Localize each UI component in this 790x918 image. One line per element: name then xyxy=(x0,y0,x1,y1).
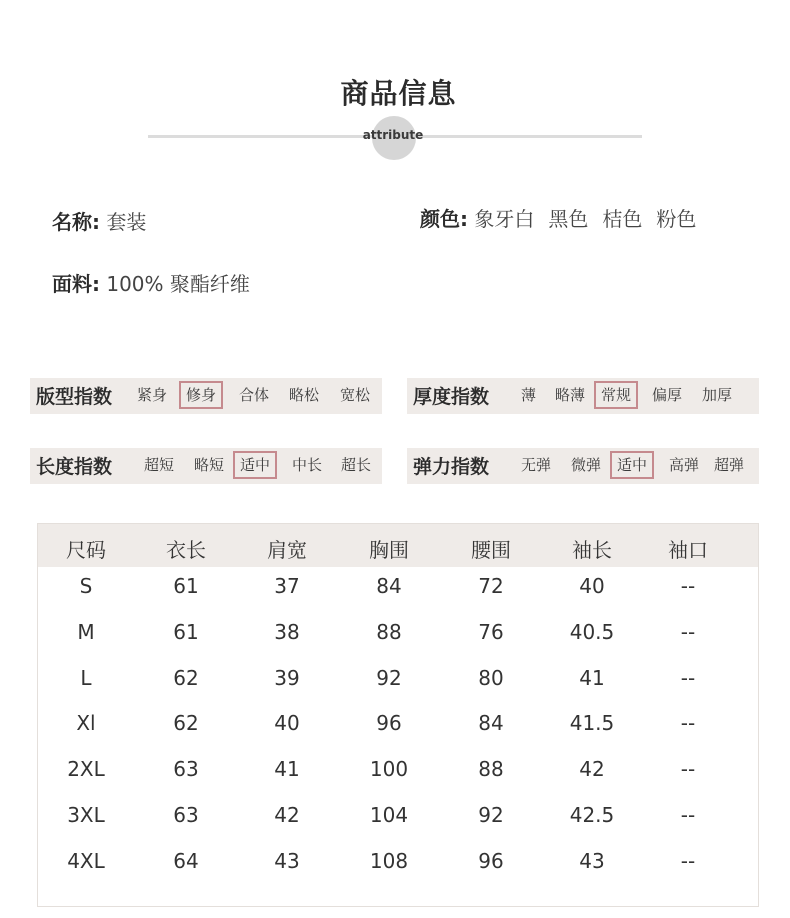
cell-sleeve: 42.5 xyxy=(569,803,615,827)
thickness-index-bar xyxy=(407,378,759,414)
cell-waist: 88 xyxy=(478,757,504,782)
fabric-key: 面料: xyxy=(52,272,100,296)
cell-shoulder: 37 xyxy=(274,574,300,598)
header-size: 尺码 xyxy=(66,538,106,562)
fit-option: 合体 xyxy=(239,386,270,404)
cell-cuff: -- xyxy=(680,757,696,782)
cell-waist: 84 xyxy=(478,711,504,736)
cell-shoulder: 41 xyxy=(274,757,300,782)
cell-waist: 80 xyxy=(478,665,504,690)
color-option: 粉色 xyxy=(656,207,697,231)
cell-length: 62 xyxy=(173,711,199,736)
product-fabric xyxy=(52,268,250,297)
color-key: 颜色: xyxy=(420,207,468,231)
length-index-label: 长度指数 xyxy=(36,456,113,478)
name-value: 套装 xyxy=(106,210,147,234)
elasticity-index-label: 弹力指数 xyxy=(413,456,490,478)
cell-sleeve: 43 xyxy=(579,848,605,873)
header-length: 衣长 xyxy=(166,538,206,562)
cell-shoulder: 43 xyxy=(274,848,300,873)
cell-chest: 88 xyxy=(376,619,402,644)
cell-size: 2XL xyxy=(67,757,105,782)
cell-cuff: -- xyxy=(680,803,696,827)
fit-index-label: 版型指数 xyxy=(36,386,113,408)
color-option: 桔色 xyxy=(602,207,643,231)
cell-sleeve: 41.5 xyxy=(569,711,615,736)
product-colors xyxy=(420,203,710,232)
cell-sleeve: 41 xyxy=(579,665,605,690)
elasticity-option-selected: 适中 xyxy=(612,453,652,477)
header-shoulder: 肩宽 xyxy=(267,538,307,562)
cell-size: S xyxy=(79,574,93,598)
length-option: 略短 xyxy=(194,456,225,474)
length-index-bar xyxy=(30,448,382,484)
cell-waist: 92 xyxy=(478,803,504,827)
cell-chest: 92 xyxy=(376,665,402,690)
cell-chest: 108 xyxy=(369,848,409,873)
elasticity-option: 微弹 xyxy=(571,456,602,474)
cell-waist: 72 xyxy=(478,574,504,598)
cell-cuff: -- xyxy=(680,665,696,690)
elasticity-option: 高弹 xyxy=(669,456,700,474)
thickness-index-label: 厚度指数 xyxy=(413,386,490,408)
header-waist: 腰围 xyxy=(471,538,511,562)
page-title: 商品信息 xyxy=(340,77,457,110)
cell-length: 61 xyxy=(173,619,199,644)
cell-length: 64 xyxy=(173,848,199,873)
title-subtitle: attribute xyxy=(362,128,424,142)
cell-shoulder: 40 xyxy=(274,711,300,736)
cell-sleeve: 40.5 xyxy=(569,619,615,644)
cell-chest: 84 xyxy=(376,574,402,598)
thickness-option: 略薄 xyxy=(555,386,586,404)
elasticity-option: 超弹 xyxy=(714,456,745,474)
cell-length: 62 xyxy=(173,665,199,690)
cell-chest: 104 xyxy=(369,803,409,827)
fit-option-selected: 修身 xyxy=(181,383,221,407)
cell-shoulder: 42 xyxy=(274,803,300,827)
elasticity-option: 无弹 xyxy=(521,456,552,474)
fit-option: 略松 xyxy=(289,386,320,404)
thickness-option: 加厚 xyxy=(702,386,733,404)
cell-size: M xyxy=(77,619,95,644)
thickness-option: 偏厚 xyxy=(652,386,683,404)
cell-length: 63 xyxy=(173,757,199,782)
thickness-option: 薄 xyxy=(521,386,537,404)
cell-size: 3XL xyxy=(67,803,105,827)
color-option: 象牙白 xyxy=(474,207,535,231)
cell-sleeve: 42 xyxy=(579,757,605,782)
fit-option: 宽松 xyxy=(340,386,371,404)
product-name xyxy=(52,206,146,235)
cell-size: L xyxy=(80,665,92,690)
cell-cuff: -- xyxy=(680,619,696,644)
header-chest: 胸围 xyxy=(369,538,409,562)
cell-shoulder: 39 xyxy=(274,665,300,690)
size-table xyxy=(37,523,759,907)
length-option: 中长 xyxy=(292,456,323,474)
color-option: 黑色 xyxy=(548,207,589,231)
cell-shoulder: 38 xyxy=(274,619,300,644)
cell-chest: 96 xyxy=(376,711,402,736)
length-option-selected: 适中 xyxy=(235,453,275,477)
color-list xyxy=(474,207,710,231)
cell-chest: 100 xyxy=(369,757,409,782)
cell-waist: 96 xyxy=(478,848,504,873)
size-table-header xyxy=(38,524,758,567)
header-sleeve: 袖长 xyxy=(572,538,612,562)
cell-size: 4XL xyxy=(67,848,105,873)
name-key: 名称: xyxy=(52,210,100,234)
cell-cuff: -- xyxy=(680,711,696,736)
cell-waist: 76 xyxy=(478,619,504,644)
cell-cuff: -- xyxy=(680,848,696,873)
header-cuff: 袖口 xyxy=(668,538,708,562)
fit-option: 紧身 xyxy=(137,386,168,404)
thickness-option-selected: 常规 xyxy=(596,383,636,407)
cell-length: 63 xyxy=(173,803,199,827)
cell-length: 61 xyxy=(173,574,199,598)
fit-index-bar xyxy=(30,378,382,414)
cell-size: Xl xyxy=(76,711,96,736)
cell-cuff: -- xyxy=(680,574,696,598)
length-option: 超长 xyxy=(341,456,372,474)
fabric-value: 100% 聚酯纤维 xyxy=(106,272,250,296)
elasticity-index-bar xyxy=(407,448,759,484)
cell-sleeve: 40 xyxy=(579,574,605,598)
length-option: 超短 xyxy=(144,456,175,474)
